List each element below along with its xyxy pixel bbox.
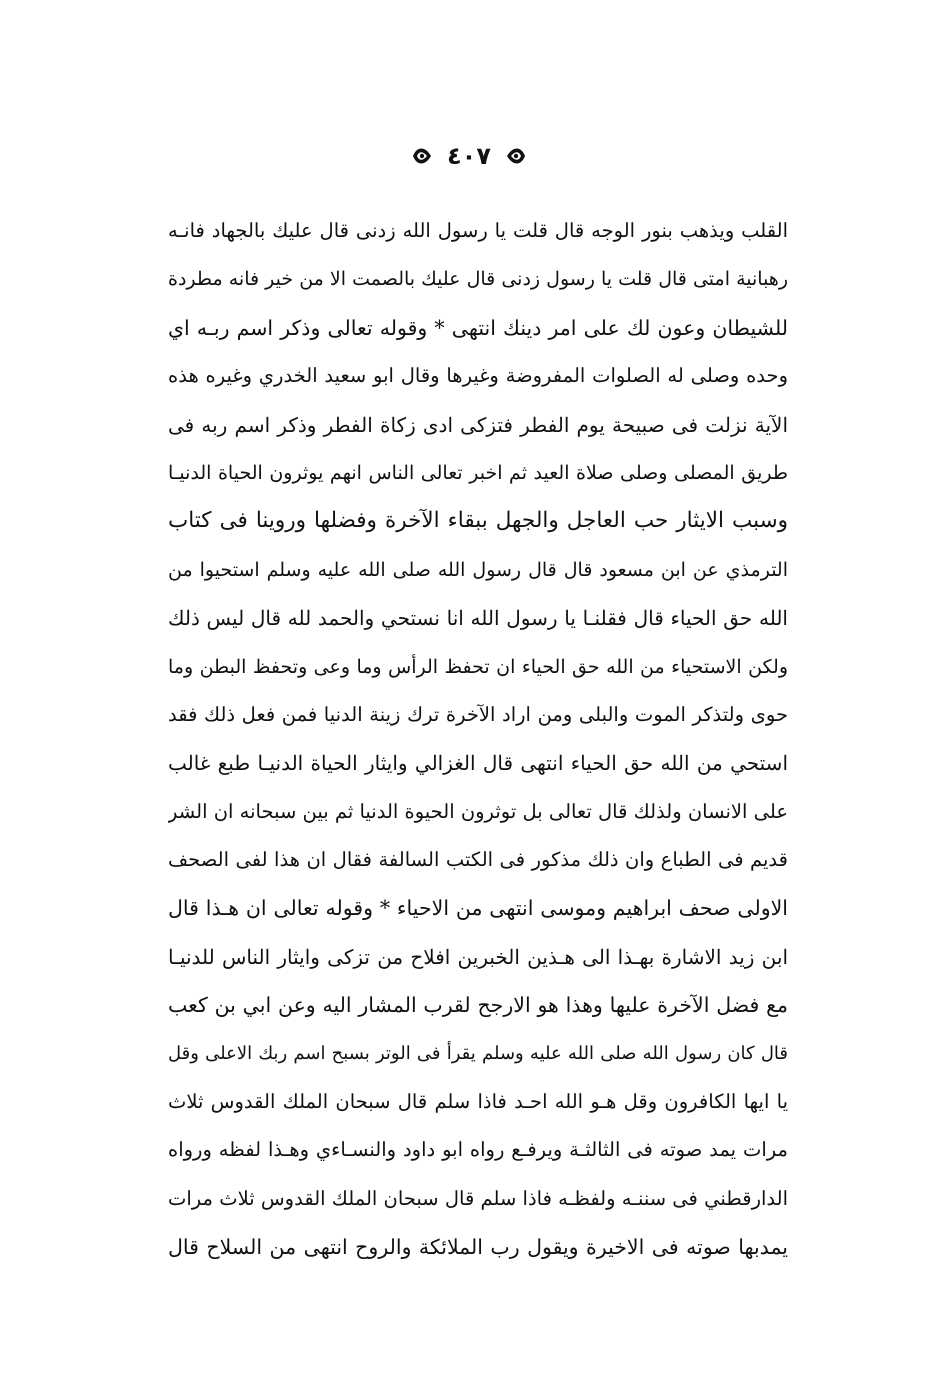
text-line: قال كان رسول الله صلى الله عليه وسلم يقرأ فى الوتر بسبح اسم ربك الاعلى وقل [168,1042,788,1064]
text-line: وحده وصلى له الصلوات المفروضة وغيرها وقال ابو سعيد الخدري وغيره هذه [168,364,788,388]
text-line: على الانسان ولذلك قال تعالى بل توثرون الحيوة الدنيا ثم بين سبحانه ان الشر [168,799,788,823]
text-line: وسبب الايثار حب العاجل والجهل ببقاء الآخرة وفضلها وروينا فى كتاب [168,508,788,534]
text-line: استحي من الله حق الحياء انتهى قال الغزالي وايثار الحياة الدنيـا طبع غالب [168,751,788,776]
text-line: الله حق الحياء قال فقلنـا يا رسول الله انا نستحي والحمد لله قال ليس ذلك [168,606,788,631]
text-line: طريق المصلى وصلى صلاة العيد ثم اخبر تعالى الناس انهم يوثرون الحياة الدنيـا [168,461,788,484]
text-line: يمدبها صوته فى الاخيرة ويقول رب الملائكة والروح انتهى من السلاح قال [168,1235,788,1260]
text-line: قديم فى الطباع وان ذلك مذكور فى الكتب السالفة فقال ان هذا لفى الصحف [168,848,788,872]
text-line: رهبانية امتى قال قلت يا رسول زدنى قال عليك بالصمت الا من خير فانه مطردة [168,268,788,291]
text-line: للشيطان وعون لك على امر دينك انتهى * وقوله تعالى وذكر اسم ربـه اي [168,315,788,340]
text-body [168,207,788,1272]
text-line: حوى ولتذكر الموت والبلى ومن اراد الآخرة ترك زينة الدنيا فمن فعل ذلك فقد [168,702,788,726]
text-line: مرات يمد صوته فى الثالثـة ويرفـع رواه ابو داود والنسـاءي وهـذا لفظه ورواه [168,1138,788,1162]
text-line: الاولى صحف ابراهيم وموسى انتهى من الاحياء * وقوله تعالى ان هـذا قال [168,896,788,921]
text-line: القلب ويذهب بنور الوجه قال قلت يا رسول الله زدنى قال عليك بالجهاد فانـه [168,219,788,242]
ornament-right-icon [505,142,527,170]
ornament-left-icon [411,142,433,170]
text-line: الدارقطني فى سننـه ولفظـه فاذا سلم قال سبحان الملك القدوس ثلاث مرات [168,1186,788,1210]
text-line: مع فضل الآخرة عليها وهذا هو الارجح لقرب المشار اليه وعن ابي بن كعب [168,993,788,1018]
page-number: ٤٠٧ [447,142,491,170]
text-line: ابن زيد الاشارة بهـذا الى هـذين الخبرين افلاح من تزكى وايثار الناس للدنيـا [168,944,788,969]
text-line: يا ايها الكافرون وقل هـو الله احـد فاذا سلم قال سبحان الملك القدوس ثلاث [168,1090,788,1114]
text-line: الآية نزلت فى صبيحة يوم الفطر فتزكى ادى زكاة الفطر وذكر اسم ربه فى [168,412,788,437]
page-header [0,132,938,180]
text-line: ولكن الاستحياء من الله حق الحياء ان تحفظ الرأس وما وعى وتحفظ البطن وما [168,655,788,678]
text-line: الترمذي عن ابن مسعود قال قال رسول الله صلى الله عليه وسلم استحيوا من [168,558,788,581]
